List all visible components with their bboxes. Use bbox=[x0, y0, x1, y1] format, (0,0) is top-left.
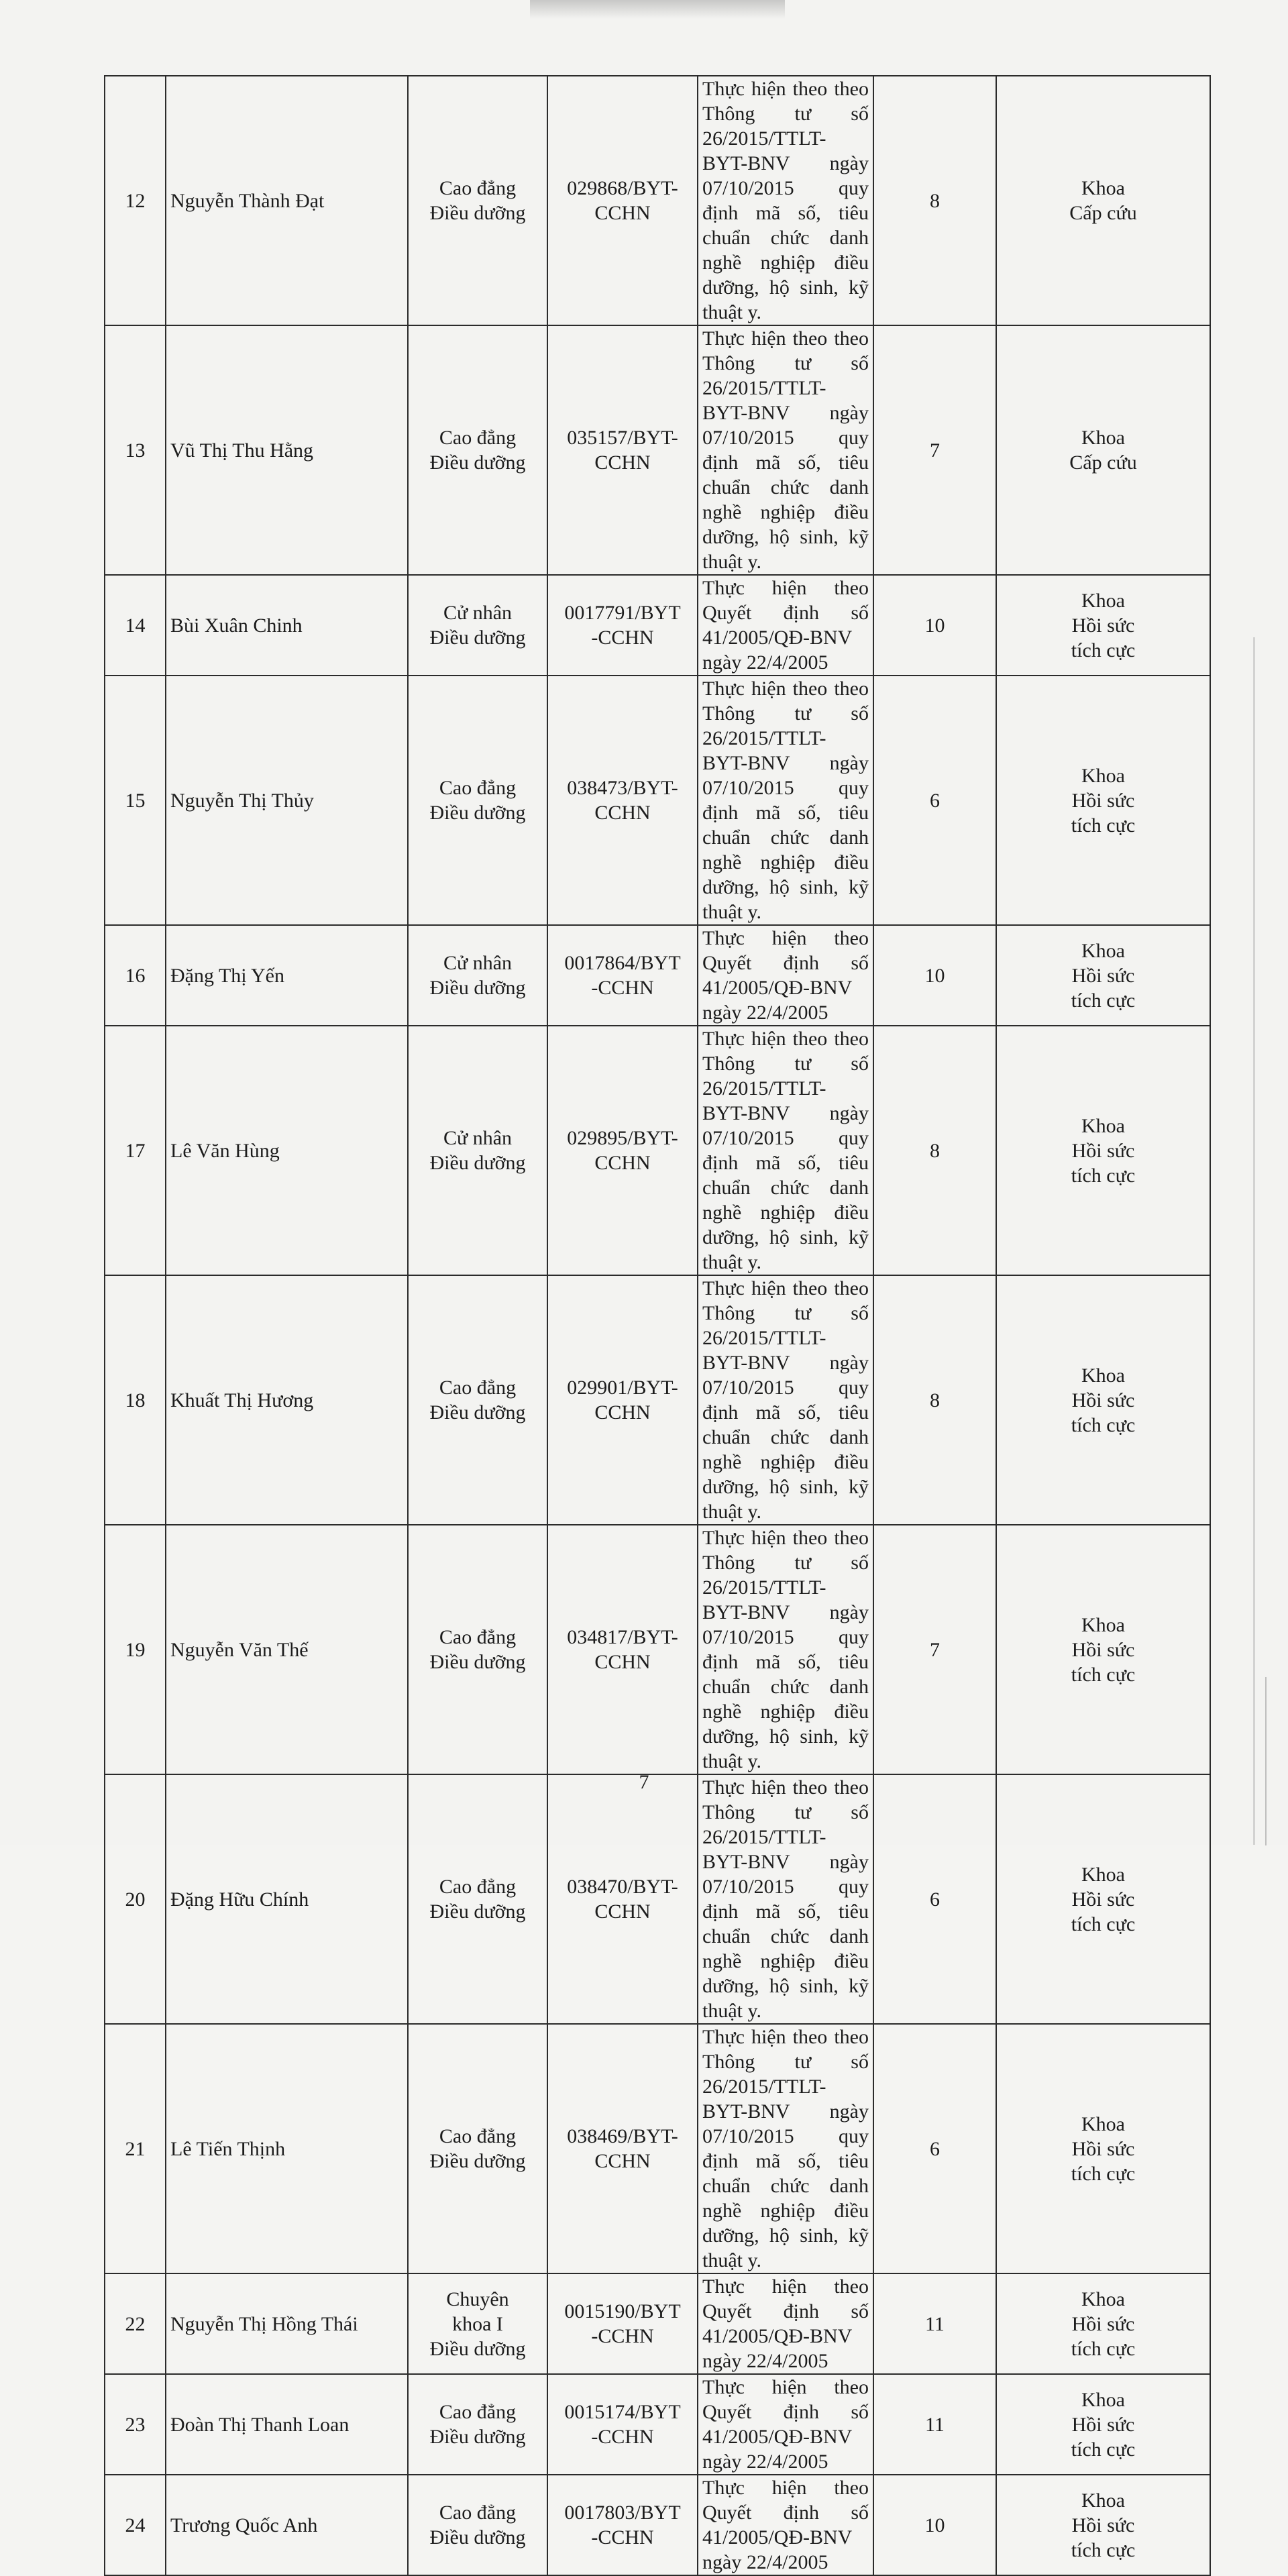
staff-name: Đặng Hữu Chính bbox=[166, 1774, 408, 2024]
legal-basis: Thực hiện theo theo Thông tư số 26/2015/TTLT-BYT-BNV ngày 07/10/2015 quy định mã số, tiêu chuẩn chức danh nghề nghiệp điều dưỡng, hộ sinh, kỹ thuật y. bbox=[698, 676, 873, 925]
education: Cao đẳng Điều dưỡng bbox=[408, 325, 547, 575]
scan-artifact-right bbox=[1253, 637, 1255, 1845]
scan-artifact-corner bbox=[1265, 1677, 1267, 1845]
staff-name: Bùi Xuân Chinh bbox=[166, 575, 408, 676]
row-number: 21 bbox=[105, 2024, 166, 2273]
table-row bbox=[105, 2374, 1210, 2475]
table-row bbox=[105, 1525, 1210, 1774]
education: Cao đẳng Điều dưỡng bbox=[408, 1774, 547, 2024]
practice-certificate: 0015174/BYT -CCHN bbox=[547, 2374, 698, 2475]
table-row bbox=[105, 1275, 1210, 1525]
legal-basis: Thực hiện theo Quyết định số 41/2005/QĐ-BNV ngày 22/4/2005 bbox=[698, 2475, 873, 2575]
department: Khoa Hồi sức tích cực bbox=[996, 575, 1210, 676]
department: Khoa Hồi sức tích cực bbox=[996, 1525, 1210, 1774]
department: Khoa Hồi sức tích cực bbox=[996, 1275, 1210, 1525]
years-experience: 6 bbox=[873, 2024, 996, 2273]
table-row bbox=[105, 325, 1210, 575]
education: Cử nhân Điều dưỡng bbox=[408, 1026, 547, 1275]
row-number: 23 bbox=[105, 2374, 166, 2475]
practice-certificate: 035157/BYT- CCHN bbox=[547, 325, 698, 575]
department: Khoa Hồi sức tích cực bbox=[996, 2374, 1210, 2475]
page-number: 7 bbox=[639, 1771, 649, 1793]
staff-name: Vũ Thị Thu Hằng bbox=[166, 325, 408, 575]
staff-name: Lê Tiến Thịnh bbox=[166, 2024, 408, 2273]
practice-certificate: 038473/BYT- CCHN bbox=[547, 676, 698, 925]
education: Cao đẳng Điều dưỡng bbox=[408, 76, 547, 325]
years-experience: 8 bbox=[873, 76, 996, 325]
row-number: 14 bbox=[105, 575, 166, 676]
legal-basis: Thực hiện theo Quyết định số 41/2005/QĐ-BNV ngày 22/4/2005 bbox=[698, 2374, 873, 2475]
legal-basis: Thực hiện theo theo Thông tư số 26/2015/TTLT-BYT-BNV ngày 07/10/2015 quy định mã số, tiêu chuẩn chức danh nghề nghiệp điều dưỡng, hộ sinh, kỹ thuật y. bbox=[698, 1026, 873, 1275]
practice-certificate: 0017791/BYT -CCHN bbox=[547, 575, 698, 676]
education: Chuyên khoa I Điều dưỡng bbox=[408, 2273, 547, 2374]
row-number: 13 bbox=[105, 325, 166, 575]
legal-basis: Thực hiện theo theo Thông tư số 26/2015/TTLT-BYT-BNV ngày 07/10/2015 quy định mã số, tiêu chuẩn chức danh nghề nghiệp điều dưỡng, hộ sinh, kỹ thuật y. bbox=[698, 76, 873, 325]
practice-certificate: 029901/BYT- CCHN bbox=[547, 1275, 698, 1525]
years-experience: 6 bbox=[873, 1774, 996, 2024]
table-row bbox=[105, 676, 1210, 925]
department: Khoa Hồi sức tích cực bbox=[996, 2024, 1210, 2273]
row-number: 16 bbox=[105, 925, 166, 1026]
scan-artifact-top bbox=[530, 0, 785, 19]
legal-basis: Thực hiện theo theo Thông tư số 26/2015/TTLT-BYT-BNV ngày 07/10/2015 quy định mã số, tiêu chuẩn chức danh nghề nghiệp điều dưỡng, hộ sinh, kỹ thuật y. bbox=[698, 1774, 873, 2024]
legal-basis: Thực hiện theo theo Thông tư số 26/2015/TTLT-BYT-BNV ngày 07/10/2015 quy định mã số, tiêu chuẩn chức danh nghề nghiệp điều dưỡng, hộ sinh, kỹ thuật y. bbox=[698, 1275, 873, 1525]
staff-name: Khuất Thị Hương bbox=[166, 1275, 408, 1525]
legal-basis: Thực hiện theo theo Thông tư số 26/2015/TTLT-BYT-BNV ngày 07/10/2015 quy định mã số, tiêu chuẩn chức danh nghề nghiệp điều dưỡng, hộ sinh, kỹ thuật y. bbox=[698, 2024, 873, 2273]
department: Khoa Cấp cứu bbox=[996, 325, 1210, 575]
staff-name: Lê Văn Hùng bbox=[166, 1026, 408, 1275]
staff-table bbox=[104, 75, 1211, 2576]
staff-name: Nguyễn Thị Hồng Thái bbox=[166, 2273, 408, 2374]
years-experience: 7 bbox=[873, 325, 996, 575]
education: Cử nhân Điều dưỡng bbox=[408, 925, 547, 1026]
row-number: 22 bbox=[105, 2273, 166, 2374]
legal-basis: Thực hiện theo Quyết định số 41/2005/QĐ-BNV ngày 22/4/2005 bbox=[698, 575, 873, 676]
table-row bbox=[105, 575, 1210, 676]
table-row bbox=[105, 76, 1210, 325]
practice-certificate: 0017864/BYT -CCHN bbox=[547, 925, 698, 1026]
table-row bbox=[105, 2475, 1210, 2575]
row-number: 24 bbox=[105, 2475, 166, 2575]
staff-name: Trương Quốc Anh bbox=[166, 2475, 408, 2575]
years-experience: 8 bbox=[873, 1275, 996, 1525]
practice-certificate: 029868/BYT- CCHN bbox=[547, 76, 698, 325]
education: Cao đẳng Điều dưỡng bbox=[408, 2024, 547, 2273]
staff-name: Đoàn Thị Thanh Loan bbox=[166, 2374, 408, 2475]
education: Cao đẳng Điều dưỡng bbox=[408, 1275, 547, 1525]
years-experience: 10 bbox=[873, 925, 996, 1026]
department: Khoa Hồi sức tích cực bbox=[996, 2273, 1210, 2374]
education: Cử nhân Điều dưỡng bbox=[408, 575, 547, 676]
legal-basis: Thực hiện theo Quyết định số 41/2005/QĐ-BNV ngày 22/4/2005 bbox=[698, 2273, 873, 2374]
practice-certificate: 034817/BYT- CCHN bbox=[547, 1525, 698, 1774]
table-row bbox=[105, 925, 1210, 1026]
department: Khoa Hồi sức tích cực bbox=[996, 676, 1210, 925]
row-number: 15 bbox=[105, 676, 166, 925]
staff-name: Nguyễn Thành Đạt bbox=[166, 76, 408, 325]
practice-certificate: 038469/BYT- CCHN bbox=[547, 2024, 698, 2273]
years-experience: 11 bbox=[873, 2374, 996, 2475]
education: Cao đẳng Điều dưỡng bbox=[408, 676, 547, 925]
row-number: 12 bbox=[105, 76, 166, 325]
table-row bbox=[105, 1026, 1210, 1275]
department: Khoa Hồi sức tích cực bbox=[996, 1026, 1210, 1275]
legal-basis: Thực hiện theo Quyết định số 41/2005/QĐ-BNV ngày 22/4/2005 bbox=[698, 925, 873, 1026]
years-experience: 8 bbox=[873, 1026, 996, 1275]
department: Khoa Hồi sức tích cực bbox=[996, 925, 1210, 1026]
practice-certificate: 038470/BYT- CCHN bbox=[547, 1774, 698, 2024]
practice-certificate: 0015190/BYT -CCHN bbox=[547, 2273, 698, 2374]
department: Khoa Hồi sức tích cực bbox=[996, 1774, 1210, 2024]
row-number: 17 bbox=[105, 1026, 166, 1275]
years-experience: 10 bbox=[873, 575, 996, 676]
department: Khoa Hồi sức tích cực bbox=[996, 2475, 1210, 2575]
table-row bbox=[105, 1774, 1210, 2024]
practice-certificate: 0017803/BYT -CCHN bbox=[547, 2475, 698, 2575]
row-number: 18 bbox=[105, 1275, 166, 1525]
years-experience: 7 bbox=[873, 1525, 996, 1774]
row-number: 19 bbox=[105, 1525, 166, 1774]
education: Cao đẳng Điều dưỡng bbox=[408, 2374, 547, 2475]
table-row bbox=[105, 2024, 1210, 2273]
years-experience: 11 bbox=[873, 2273, 996, 2374]
staff-table-body bbox=[105, 76, 1210, 2575]
staff-name: Nguyễn Văn Thế bbox=[166, 1525, 408, 1774]
table-row bbox=[105, 2273, 1210, 2374]
education: Cao đẳng Điều dưỡng bbox=[408, 2475, 547, 2575]
row-number: 20 bbox=[105, 1774, 166, 2024]
legal-basis: Thực hiện theo theo Thông tư số 26/2015/TTLT-BYT-BNV ngày 07/10/2015 quy định mã số, tiêu chuẩn chức danh nghề nghiệp điều dưỡng, hộ sinh, kỹ thuật y. bbox=[698, 325, 873, 575]
staff-name: Đặng Thị Yến bbox=[166, 925, 408, 1026]
practice-certificate: 029895/BYT- CCHN bbox=[547, 1026, 698, 1275]
years-experience: 10 bbox=[873, 2475, 996, 2575]
years-experience: 6 bbox=[873, 676, 996, 925]
education: Cao đẳng Điều dưỡng bbox=[408, 1525, 547, 1774]
legal-basis: Thực hiện theo theo Thông tư số 26/2015/TTLT-BYT-BNV ngày 07/10/2015 quy định mã số, tiêu chuẩn chức danh nghề nghiệp điều dưỡng, hộ sinh, kỹ thuật y. bbox=[698, 1525, 873, 1774]
staff-name: Nguyễn Thị Thủy bbox=[166, 676, 408, 925]
department: Khoa Cấp cứu bbox=[996, 76, 1210, 325]
